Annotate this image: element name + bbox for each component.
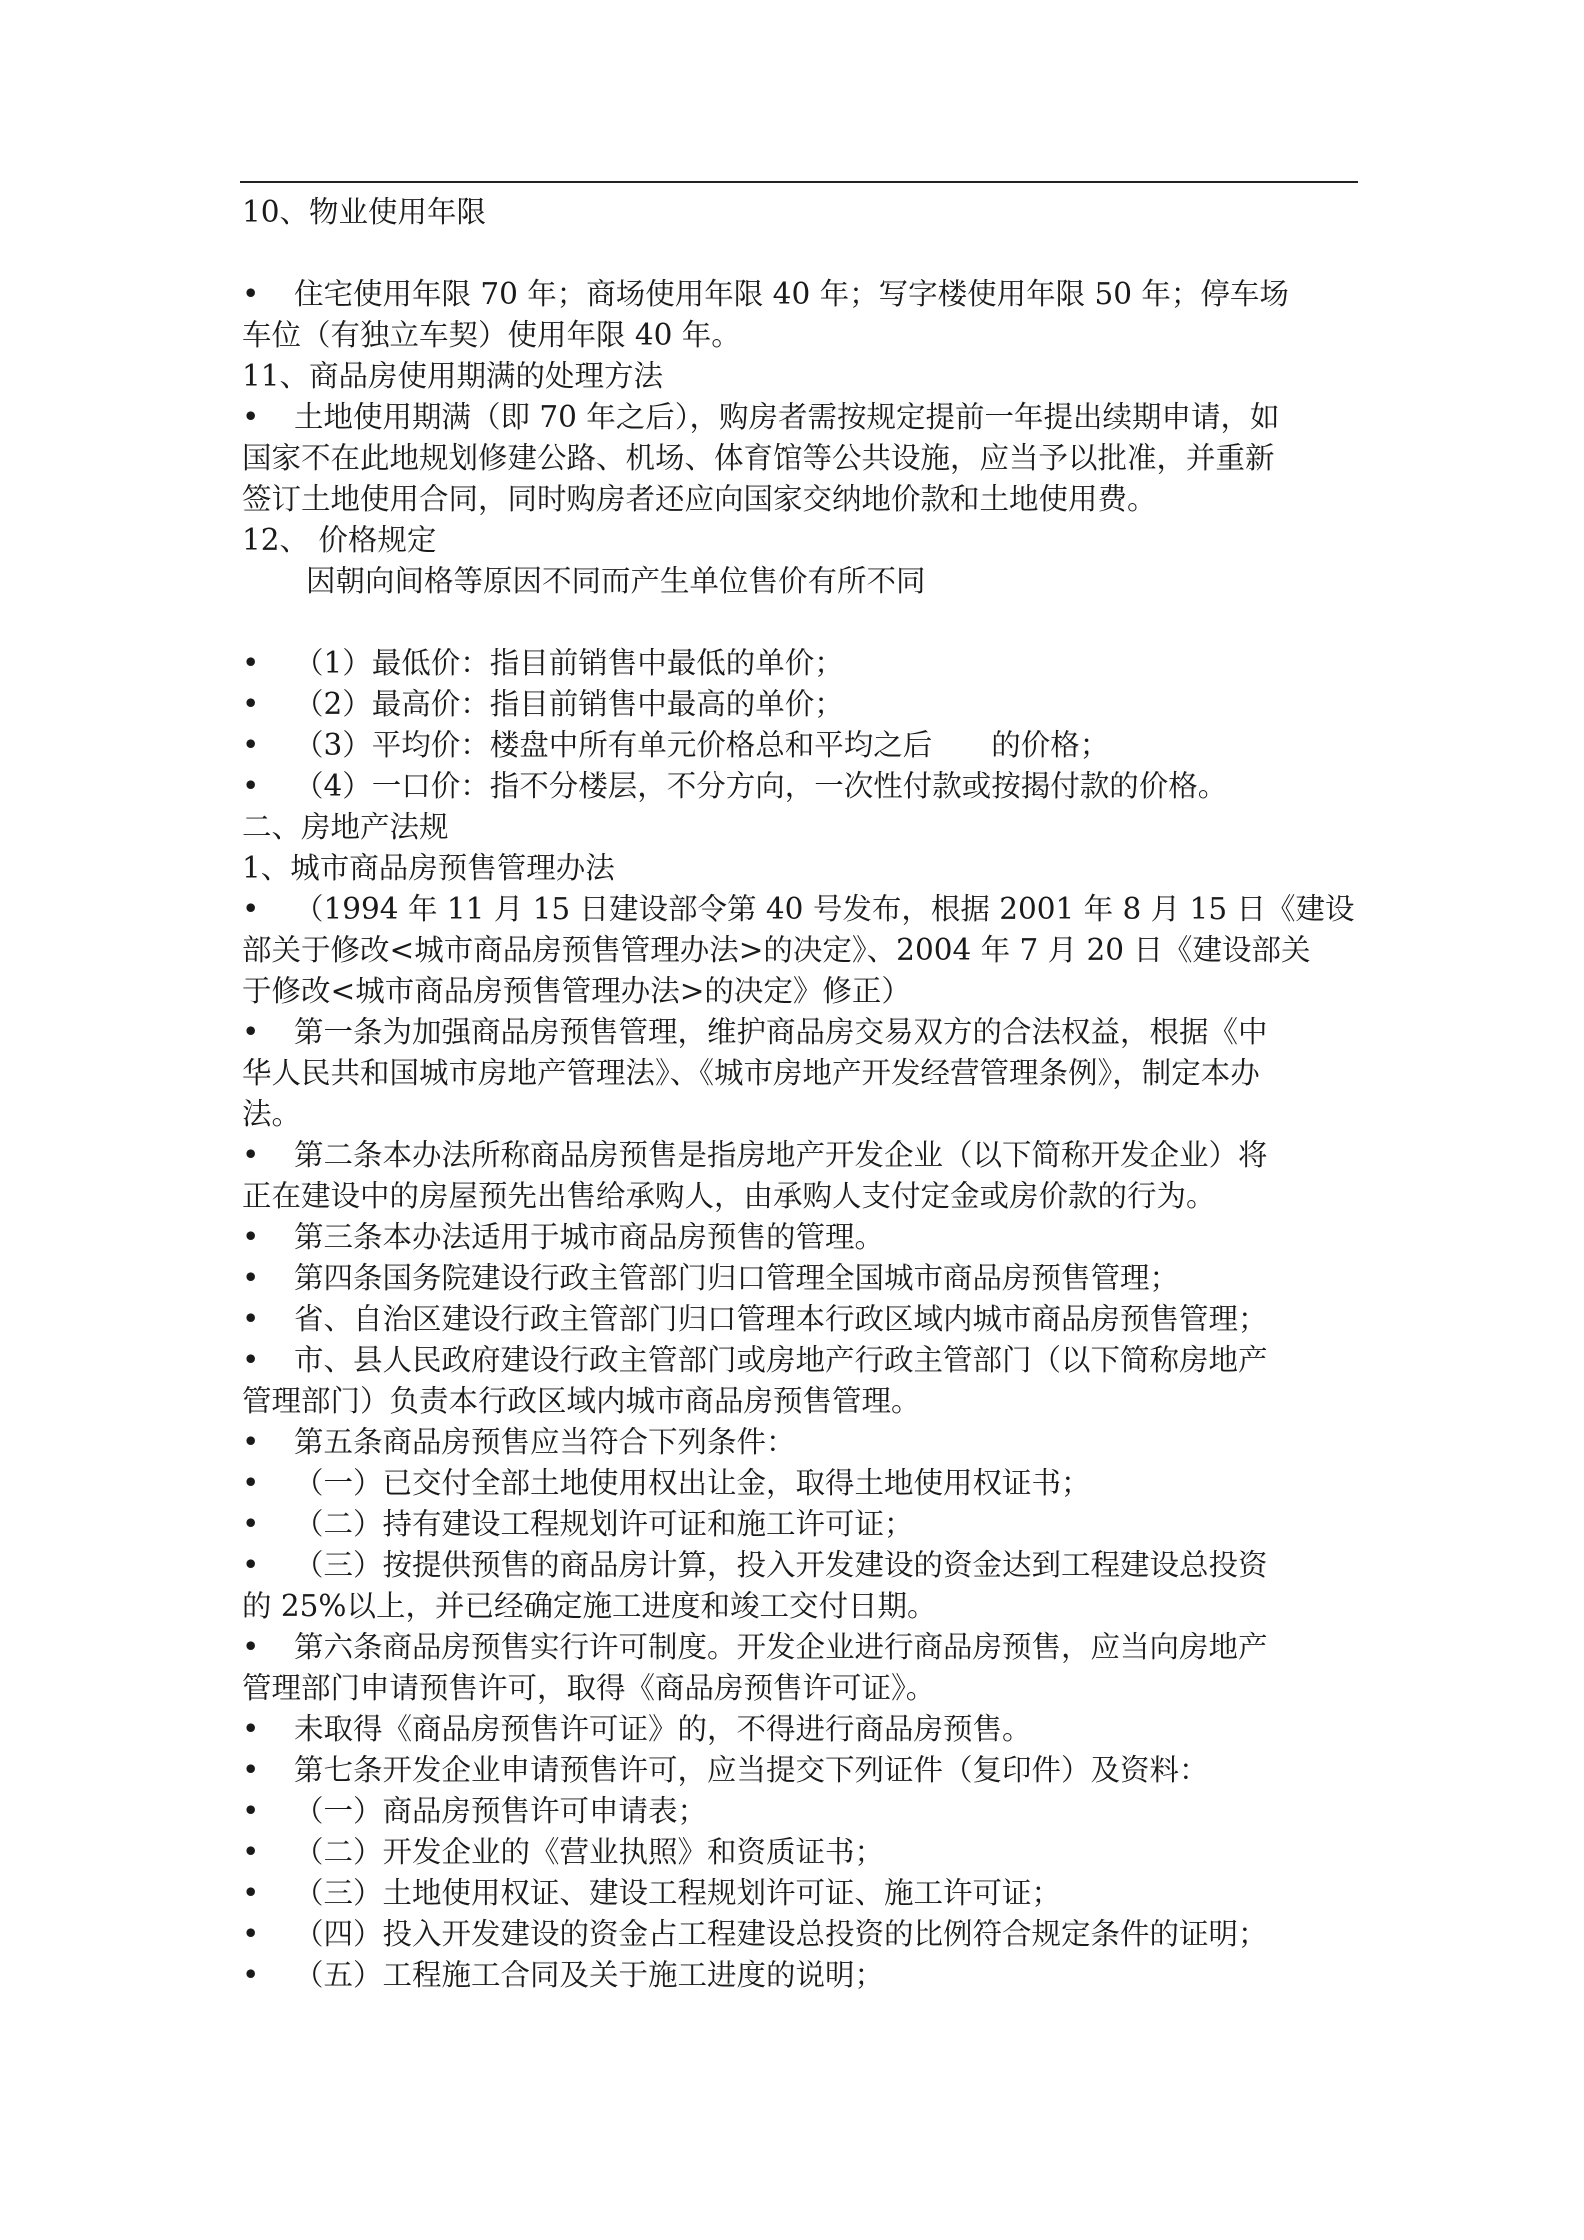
bullet-icon: • [242, 892, 260, 926]
line-text: （4）一口价：指不分楼层，不分方向，一次性付款或按揭付款的价格。 [294, 769, 1228, 803]
bullet-icon: • [242, 769, 260, 803]
line-text: 第三条本办法适用于城市商品房预售的管理。 [294, 1220, 885, 1254]
bullet-line [242, 1873, 1356, 1914]
text-line [242, 479, 1356, 520]
bullet-icon: • [242, 1794, 260, 1828]
bullet-icon: • [242, 1220, 260, 1254]
text-line [242, 192, 1356, 233]
bullet-line [242, 1422, 1356, 1463]
bullet-line [242, 397, 1356, 438]
bullet-line [242, 1750, 1356, 1791]
text-line [242, 1668, 1356, 1709]
line-text: 省、自治区建设行政主管部门归口管理本行政区域内城市商品房预售管理； [294, 1302, 1268, 1336]
bullet-line [242, 1299, 1356, 1340]
blank-line [242, 602, 1356, 643]
line-text: （1994 年 11 月 15 日建设部令第 40 号发布，根据 2001 年 8 月 15 日《建设 [294, 892, 1355, 926]
text-line [242, 438, 1356, 479]
bullet-icon: • [242, 1753, 260, 1787]
bullet-icon: • [242, 1917, 260, 1951]
bullet-icon: • [242, 277, 260, 311]
line-text: （二）持有建设工程规划许可证和施工许可证； [294, 1507, 914, 1541]
bullet-icon: • [242, 1343, 260, 1377]
text-line [242, 1176, 1356, 1217]
bullet-line [242, 1217, 1356, 1258]
line-text: （三）土地使用权证、建设工程规划许可证、施工许可证； [294, 1876, 1062, 1910]
text-line [242, 315, 1356, 356]
bullet-icon: • [242, 1835, 260, 1869]
line-text: 未取得《商品房预售许可证》的，不得进行商品房预售。 [294, 1712, 1032, 1746]
bullet-icon: • [242, 1876, 260, 1910]
line-text: 的 25%以上，并已经确定施工进度和竣工交付日期。 [242, 1589, 937, 1623]
bullet-icon: • [242, 728, 260, 762]
line-text: （二）开发企业的《营业执照》和资质证书； [294, 1835, 885, 1869]
bullet-icon: • [242, 1712, 260, 1746]
bullet-line [242, 725, 1356, 766]
bullet-line [242, 274, 1356, 315]
line-text: 部关于修改<城市商品房预售管理办法>的决定》、2004 年 7 月 20 日《建设部关 [242, 933, 1311, 967]
line-text: 土地使用期满（即 70 年之后），购房者需按规定提前一年提出续期申请，如 [294, 400, 1280, 434]
bullet-line [242, 1791, 1356, 1832]
line-text: 12、 价格规定 [242, 523, 437, 557]
text-line [242, 930, 1356, 971]
bullet-line [242, 1627, 1356, 1668]
line-text: （1）最低价：指目前销售中最低的单价； [294, 646, 844, 680]
line-text: 1、城市商品房预售管理办法 [242, 851, 615, 885]
bullet-line [242, 1914, 1356, 1955]
text-line [242, 971, 1356, 1012]
bullet-icon: • [242, 1548, 260, 1582]
line-text: （3）平均价：楼盘中所有单元价格总和平均之后 的价格； [294, 728, 1110, 762]
text-line [242, 848, 1356, 889]
line-text: 第五条商品房预售应当符合下列条件： [294, 1425, 796, 1459]
bullet-icon: • [242, 1302, 260, 1336]
line-text: 10、物业使用年限 [242, 195, 487, 229]
blank-line [242, 233, 1356, 274]
bullet-icon: • [242, 1138, 260, 1172]
bullet-line [242, 1545, 1356, 1586]
bullet-line [242, 1832, 1356, 1873]
line-text: 于修改<城市商品房预售管理办法>的决定》修正） [242, 974, 911, 1008]
bullet-line [242, 1340, 1356, 1381]
line-text: 住宅使用年限 70 年；商场使用年限 40 年；写字楼使用年限 50 年；停车场 [294, 277, 1289, 311]
bullet-icon: • [242, 687, 260, 721]
bullet-line [242, 1463, 1356, 1504]
line-text: 市、县人民政府建设行政主管部门或房地产行政主管部门（以下简称房地产 [294, 1343, 1268, 1377]
text-line [242, 1586, 1356, 1627]
bullet-line [242, 889, 1356, 930]
line-text: 第七条开发企业申请预售许可，应当提交下列证件（复印件）及资料： [294, 1753, 1209, 1787]
bullet-line [242, 1709, 1356, 1750]
bullet-line [242, 1012, 1356, 1053]
line-text: 车位（有独立车契）使用年限 40 年。 [242, 318, 741, 352]
line-text: 第二条本办法所称商品房预售是指房地产开发企业（以下简称开发企业）将 [294, 1138, 1268, 1172]
text-line [242, 520, 1356, 561]
line-text: 法。 [242, 1097, 302, 1131]
line-text: （一）已交付全部土地使用权出让金，取得土地使用权证书； [294, 1466, 1091, 1500]
bullet-line [242, 1504, 1356, 1545]
line-text: 第一条为加强商品房预售管理，维护商品房交易双方的合法权益，根据《中 [294, 1015, 1268, 1049]
bullet-icon: • [242, 1466, 260, 1500]
line-text: （四）投入开发建设的资金占工程建设总投资的比例符合规定条件的证明； [294, 1917, 1268, 1951]
text-line [242, 1053, 1356, 1094]
line-text: 华人民共和国城市房地产管理法》、《城市房地产开发经营管理条例》，制定本办 [242, 1056, 1260, 1090]
line-text: 签订土地使用合同，同时购房者还应向国家交纳地价款和土地使用费。 [242, 482, 1157, 516]
bullet-icon: • [242, 1425, 260, 1459]
text-line [242, 561, 1356, 602]
line-text: 管理部门）负责本行政区域内城市商品房预售管理。 [242, 1384, 921, 1418]
bullet-icon: • [242, 400, 260, 434]
bullet-icon: • [242, 1958, 260, 1992]
line-text: 正在建设中的房屋预先出售给承购人，由承购人支付定金或房价款的行为。 [242, 1179, 1216, 1213]
bullet-line [242, 1955, 1356, 1996]
bullet-icon: • [242, 646, 260, 680]
line-text: 第四条国务院建设行政主管部门归口管理全国城市商品房预售管理； [294, 1261, 1180, 1295]
line-text: 管理部门申请预售许可，取得《商品房预售许可证》。 [242, 1671, 936, 1705]
bullet-line [242, 684, 1356, 725]
text-line [242, 1381, 1356, 1422]
bullet-line [242, 766, 1356, 807]
document-body [242, 192, 1356, 1996]
header-rule [240, 181, 1358, 183]
text-line [242, 356, 1356, 397]
line-text: 二、房地产法规 [242, 810, 449, 844]
bullet-line [242, 1258, 1356, 1299]
line-text: （一）商品房预售许可申请表； [294, 1794, 708, 1828]
text-line [242, 807, 1356, 848]
bullet-icon: • [242, 1507, 260, 1541]
line-text: （五）工程施工合同及关于施工进度的说明； [294, 1958, 885, 1992]
line-text: 11、商品房使用期满的处理方法 [242, 359, 664, 393]
bullet-line [242, 1135, 1356, 1176]
bullet-icon: • [242, 1015, 260, 1049]
line-text: （2）最高价：指目前销售中最高的单价； [294, 687, 844, 721]
bullet-line [242, 643, 1356, 684]
line-text: 因朝向间格等原因不同而产生单位售价有所不同 [306, 564, 926, 598]
bullet-icon: • [242, 1630, 260, 1664]
bullet-icon: • [242, 1261, 260, 1295]
line-text: 第六条商品房预售实行许可制度。开发企业进行商品房预售，应当向房地产 [294, 1630, 1268, 1664]
line-text: 国家不在此地规划修建公路、机场、体育馆等公共设施，应当予以批准，并重新 [242, 441, 1275, 475]
line-text: （三）按提供预售的商品房计算，投入开发建设的资金达到工程建设总投资 [294, 1548, 1268, 1582]
text-line [242, 1094, 1356, 1135]
